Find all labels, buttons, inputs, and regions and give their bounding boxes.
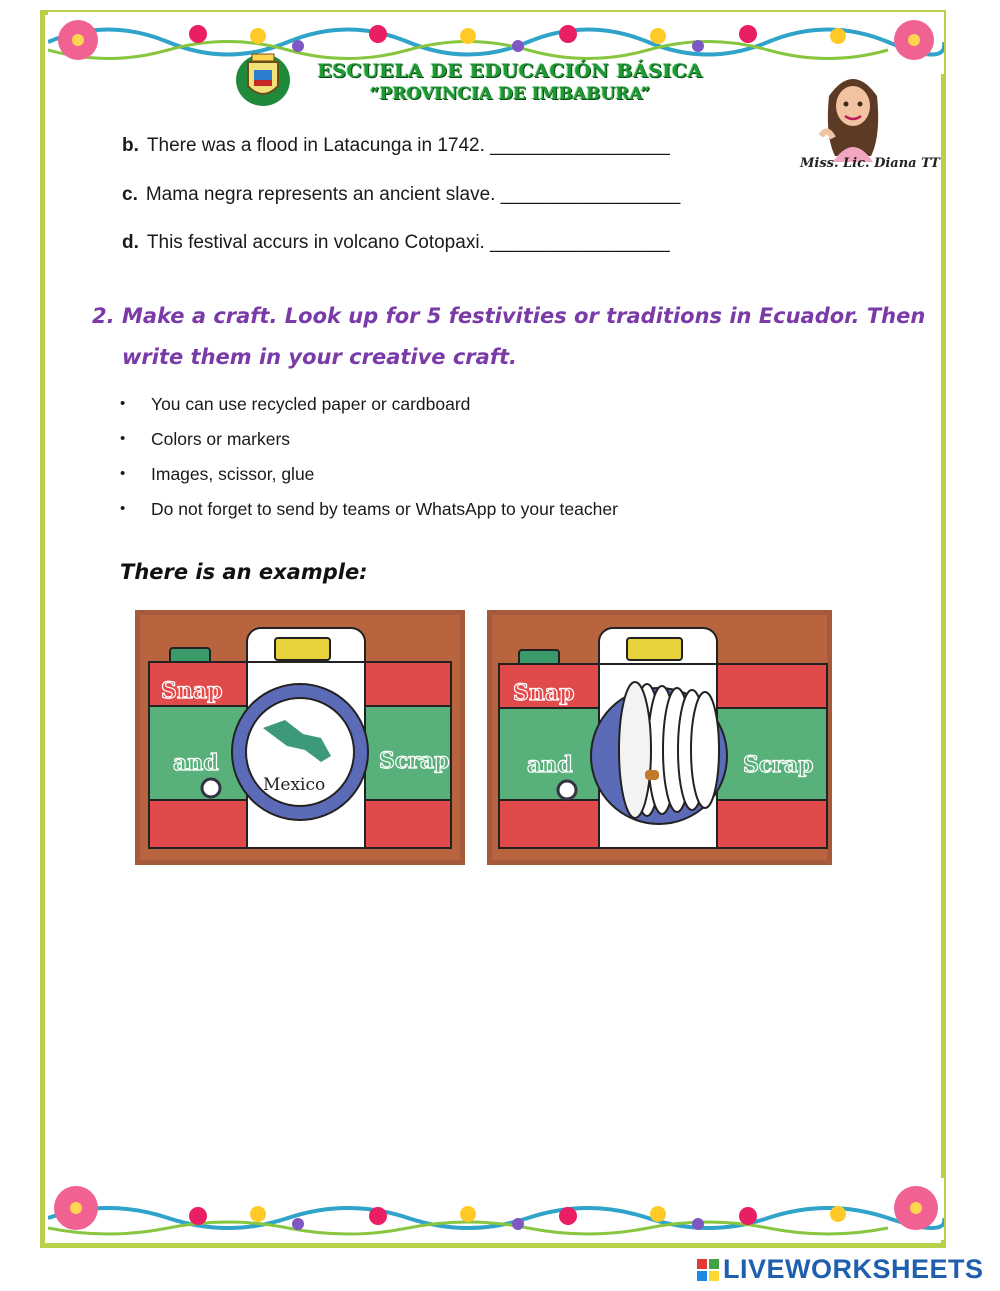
list-item-text: You can use recycled paper or cardboard (151, 394, 471, 414)
question-letter: c. (122, 184, 138, 205)
task-instructions (92, 296, 932, 378)
list-item-text: Images, scissor, glue (151, 464, 315, 484)
school-name (300, 60, 720, 104)
school-crest (234, 48, 292, 108)
craft-word-scrap: Scrap (379, 748, 450, 774)
craft-word-snap: Snap (513, 680, 575, 706)
question-text: This festival accurs in volcano Cotopaxi. _________________ (146, 232, 670, 253)
school-name-line2: “PROVINCIA DE IMBABURA” (369, 84, 651, 104)
task-number: 2. (92, 304, 115, 328)
liveworksheets-logo[interactable] (697, 1254, 984, 1285)
school-name-line1: ESCUELA DE EDUCACIÓN BÁSICA (317, 60, 703, 82)
example-heading: There is an example: (120, 560, 368, 584)
liveworksheets-logo-icon (697, 1259, 719, 1281)
craft-word-and: and (527, 752, 573, 778)
list-item: • You can use recycled paper or cardboard (120, 394, 471, 414)
craft-word-and: and (173, 750, 219, 776)
bottom-floral-garland (48, 1178, 944, 1240)
list-item-text: Do not forget to send by teams or WhatsApp to your teacher (151, 499, 618, 519)
liveworksheets-brand: LIVEWORKSHEETS (723, 1254, 984, 1284)
question-letter: b. (122, 135, 139, 156)
question-b (122, 135, 670, 157)
list-item-text: Colors or markers (151, 429, 291, 449)
craft-word-snap: Snap (161, 678, 223, 704)
list-item: • Colors or markers (120, 429, 291, 449)
question-d (122, 232, 670, 254)
task-line1: Make a craft. Look up for 5 festivities or traditions in Ecuador. Then (122, 304, 926, 328)
list-item: • Images, scissor, glue (120, 464, 315, 484)
craft-lens-label: Mexico (263, 775, 326, 795)
question-letter: d. (122, 232, 139, 253)
question-c (122, 184, 680, 206)
question-text: Mama negra represents an ancient slave. _________________ (145, 184, 681, 205)
teacher-avatar (815, 66, 891, 162)
teacher-signature: Miss. Lic. Diana TT (800, 156, 940, 171)
example-photo-open (487, 610, 832, 865)
example-photo-closed (135, 610, 465, 865)
list-item: • Do not forget to send by teams or WhatsApp to your teacher (120, 499, 618, 519)
question-text: There was a flood in Latacunga in 1742. _________________ (146, 135, 670, 156)
materials-list (120, 394, 618, 534)
craft-word-scrap: Scrap (743, 752, 814, 778)
task-line2: write them in your creative craft. (122, 345, 517, 369)
